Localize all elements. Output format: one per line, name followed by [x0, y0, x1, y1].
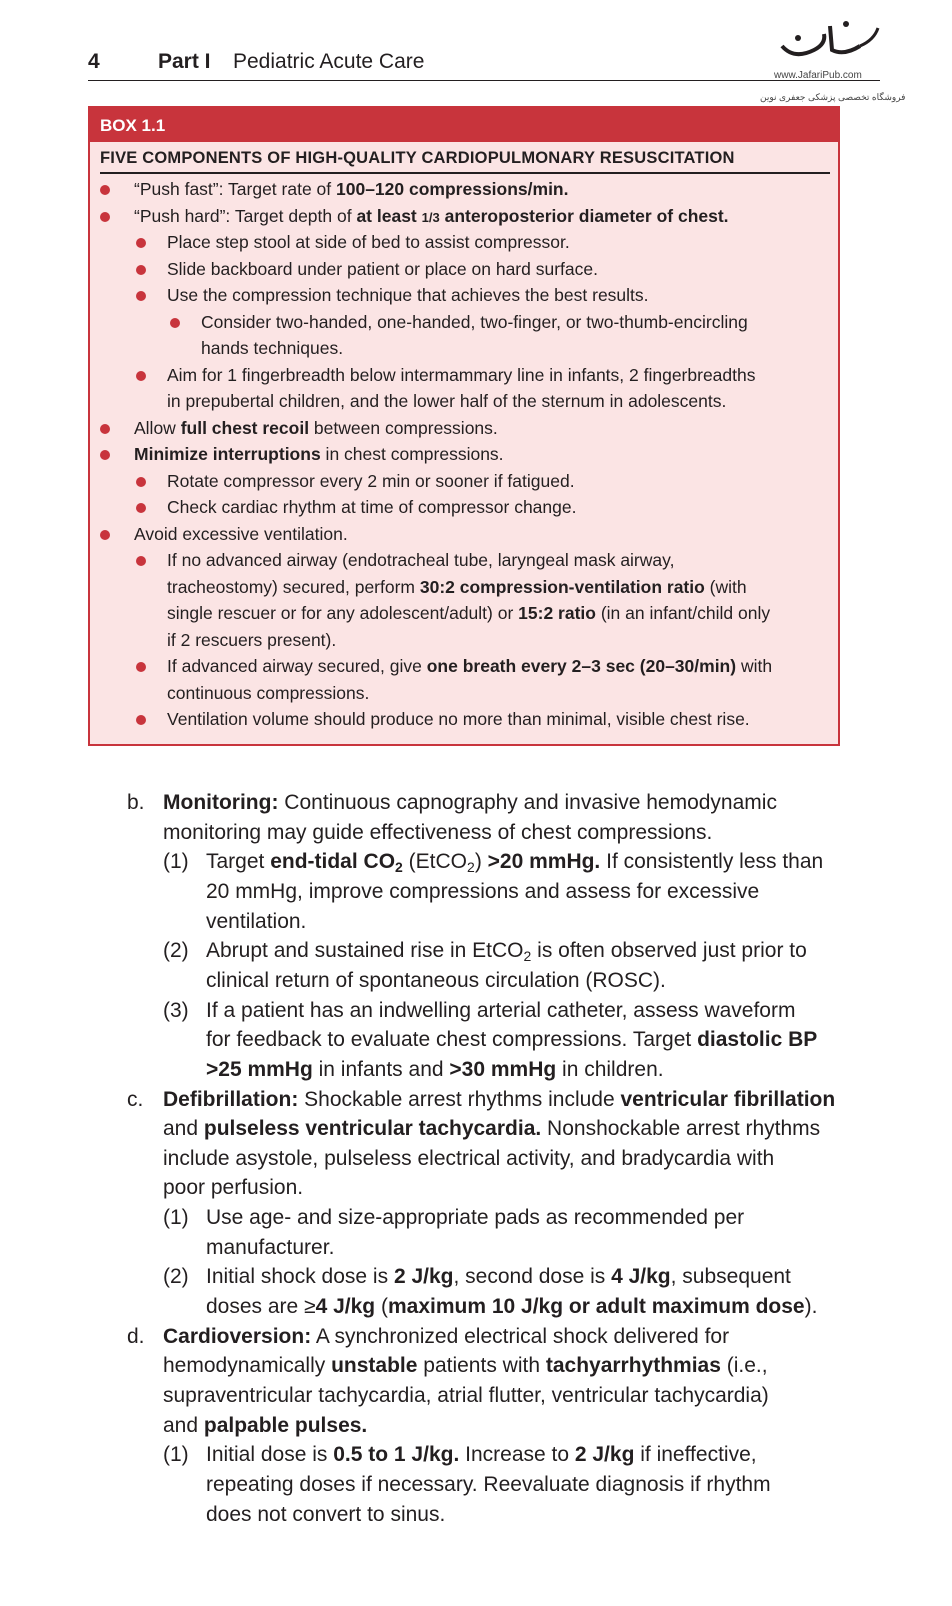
text-run: , second dose is — [453, 1265, 612, 1289]
body-text-line — [206, 1262, 791, 1291]
text-run: Target — [206, 850, 271, 874]
body-text-line — [206, 847, 823, 876]
list-label: (1) — [163, 850, 189, 874]
bullet-icon — [136, 265, 146, 275]
bullet-icon — [136, 715, 146, 725]
body-text-line — [163, 1351, 768, 1380]
body-text-line — [206, 1203, 744, 1232]
bold-text: diastolic BP — [697, 1028, 818, 1052]
box-list-line — [167, 547, 674, 573]
text-run: A synchronized electrical shock delivered for — [311, 1324, 730, 1348]
bold-text: end-tidal CO — [270, 850, 396, 874]
body-text-line — [163, 1085, 835, 1114]
bold-text: ventricular fibrillation — [620, 1087, 836, 1111]
bullet-icon — [100, 424, 110, 434]
text-run: 2 — [467, 859, 475, 876]
text-run: , subsequent — [670, 1265, 791, 1289]
box-list-line — [167, 282, 649, 308]
bold-text: 4 J/kg — [611, 1265, 671, 1289]
text-run: Rotate compressor every 2 min or sooner if fatigued. — [167, 470, 575, 491]
bold-text: unstable — [331, 1354, 418, 1378]
bullet-icon — [100, 450, 110, 460]
box-list-line — [134, 441, 504, 467]
list-label: (2) — [163, 939, 189, 963]
list-label: d. — [127, 1324, 145, 1348]
list-label: (1) — [163, 1206, 189, 1230]
text-run: is often observed just prior to — [531, 939, 807, 963]
bullet-icon — [170, 318, 180, 328]
text-run: Ventilation volume should produce no more than minimal, visible chest rise. — [167, 709, 750, 729]
text-run: Increase to — [459, 1443, 575, 1467]
body-text-line — [206, 907, 306, 936]
part-label: Part I — [158, 50, 211, 73]
text-run: include asystole, pulseless electrical activity, and bradycardia with — [163, 1146, 775, 1170]
bold-text: 2 — [395, 859, 403, 876]
bold-text: pulseless ventricular tachycardia. — [203, 1117, 542, 1141]
text-run: (with — [704, 576, 747, 597]
bold-text: Defibrillation: — [163, 1087, 299, 1111]
text-run: If a patient has an indwelling arterial catheter, assess waveform — [206, 998, 796, 1022]
text-run: 2 — [523, 948, 532, 965]
bold-text: at least — [356, 205, 422, 226]
text-run: (EtCO — [402, 850, 468, 874]
text-run: If advanced airway secured, give — [167, 656, 427, 676]
text-run: repeating doses if necessary. Reevaluate diagnosis if rhythm — [206, 1472, 771, 1496]
box-title: FIVE COMPONENTS OF HIGH-QUALITY CARDIOPULMONARY RESUSCITATION — [100, 149, 735, 167]
jafari-logo-icon — [774, 16, 884, 64]
bold-text: 2 J/kg — [574, 1443, 635, 1467]
bold-text: 4 J/kg — [315, 1295, 376, 1319]
text-run: for feedback to evaluate chest compressions. Target — [206, 1028, 698, 1052]
bold-text: >20 mmHg. — [487, 850, 601, 874]
text-run: (i.e., — [720, 1354, 768, 1378]
box-list-line — [167, 653, 772, 679]
box-list-line — [167, 706, 750, 732]
text-run: single rescuer or for any adolescent/adult) or — [167, 603, 519, 623]
text-run: patients with — [417, 1354, 546, 1378]
text-run: ventilation. — [206, 909, 307, 933]
box-list-line — [134, 521, 348, 547]
bold-text: 30:2 compression-ventilation ratio — [419, 576, 705, 597]
body-text-line — [163, 788, 777, 817]
body-text-line — [163, 1322, 729, 1351]
text-run: manufacturer. — [206, 1235, 335, 1259]
text-run: with — [736, 656, 773, 676]
bullet-icon — [136, 662, 146, 672]
body-text-line — [206, 1470, 771, 1499]
text-run: Allow — [134, 417, 181, 438]
bold-text: Monitoring: — [163, 791, 279, 814]
body-text-line — [163, 1144, 774, 1173]
text-run: Nonshockable arrest rhythms — [541, 1117, 821, 1141]
bullet-icon — [136, 556, 146, 566]
text-run: Initial dose is — [206, 1443, 334, 1467]
box-list-line — [201, 309, 748, 335]
box-list-line — [167, 600, 770, 626]
box-1-1 — [88, 106, 840, 746]
part-title: Pediatric Acute Care — [233, 50, 425, 73]
bullet-icon — [136, 291, 146, 301]
text-run: poor perfusion. — [163, 1176, 304, 1200]
body-text-line — [206, 996, 795, 1025]
text-run: continuous compressions. — [167, 682, 370, 703]
bullet-icon — [136, 371, 146, 381]
bullet-icon — [100, 185, 110, 195]
body-text-line — [206, 1500, 445, 1529]
text-run: monitoring may guide effectiveness of chest compressions. — [163, 820, 713, 844]
body-text-line — [206, 1440, 757, 1469]
bold-text: tachyarrhythmias — [545, 1354, 721, 1378]
bold-text: 0.5 to 1 J/kg. — [333, 1443, 460, 1467]
text-run: hemodynamically — [163, 1354, 332, 1378]
text-run: ( — [375, 1295, 388, 1319]
body-text-line — [163, 1381, 769, 1410]
box-list-line — [201, 335, 343, 361]
text-run: Slide backboard under patient or place on hard surface. — [167, 258, 598, 279]
text-run: ) — [474, 850, 488, 874]
text-run: Abrupt and sustained rise in EtCO — [206, 939, 524, 963]
text-run: “Push hard”: Target depth of — [134, 205, 357, 226]
bold-text: palpable pulses. — [203, 1413, 368, 1437]
box-list-line — [167, 680, 369, 706]
bold-text: one breath every 2–3 sec (20–30/min) — [426, 656, 737, 676]
text-run: supraventricular tachycardia, atrial flutter, ventricular tachycardia) — [163, 1384, 769, 1407]
text-run: “Push fast”: Target rate of — [134, 179, 336, 199]
box-list-line — [134, 176, 568, 202]
text-run: hands techniques. — [201, 338, 344, 358]
body-text-line — [206, 877, 759, 906]
text-run: Initial shock dose is — [206, 1265, 394, 1289]
text-run: ). — [804, 1295, 818, 1319]
text-run: between compressions. — [309, 417, 498, 438]
bullet-icon — [136, 238, 146, 248]
box-list-line — [167, 229, 570, 255]
bullet-icon — [100, 212, 110, 222]
body-text-line — [163, 1411, 367, 1440]
list-label: (1) — [163, 1443, 189, 1467]
box-list-line — [167, 468, 575, 494]
text-run: Use the compression technique that achieves the best results. — [167, 285, 649, 305]
publisher-logo — [760, 16, 920, 106]
box-list-line — [134, 203, 729, 231]
text-run: (in an infant/child only — [595, 603, 771, 623]
text-run: in chest compressions. — [320, 444, 504, 464]
body-text-line — [163, 1173, 303, 1202]
bold-text: 1/3 — [421, 209, 440, 225]
bold-text: >25 mmHg — [206, 1057, 313, 1081]
text-run: does not convert to sinus. — [206, 1502, 446, 1526]
bullet-icon — [100, 530, 110, 540]
text-run: Place step stool at side of bed to assist compressor. — [167, 232, 570, 252]
text-run: in prepubertal children, and the lower half of the sternum in adolescents. — [167, 391, 727, 411]
bold-text: full chest recoil — [180, 417, 310, 438]
text-run: and — [163, 1413, 204, 1437]
logo-persian-text: فروشگاه تخصصی پزشکی جعفری نوین — [760, 92, 906, 102]
box-list-line — [134, 415, 498, 441]
text-run: Shockable arrest rhythms include — [298, 1087, 621, 1111]
box-title-rule — [100, 172, 830, 174]
text-run: If consistently less than — [600, 850, 824, 874]
box-list-line — [167, 362, 755, 388]
list-label: c. — [127, 1087, 144, 1111]
bold-text: Minimize interruptions — [134, 444, 321, 464]
text-run: 20 mmHg, improve compressions and assess for excessive — [206, 879, 760, 903]
text-run: in infants and — [312, 1057, 450, 1081]
list-label: (3) — [163, 998, 189, 1022]
text-run: Continuous capnography and invasive hemodynamic — [278, 791, 777, 814]
box-label: BOX 1.1 — [100, 116, 166, 135]
text-run: Avoid excessive ventilation. — [134, 523, 348, 544]
bold-text: 15:2 ratio — [518, 603, 596, 623]
box-list-line — [167, 494, 576, 520]
logo-url: www.JafariPub.com — [774, 70, 862, 81]
bold-text: 2 J/kg — [393, 1265, 454, 1289]
text-run: doses are ≥ — [206, 1295, 316, 1319]
bold-text: maximum 10 J/kg or adult maximum dose — [387, 1295, 805, 1319]
box-list-line — [167, 627, 336, 653]
bold-text: Cardioversion: — [163, 1324, 312, 1348]
page-number: 4 — [88, 50, 100, 73]
text-run: if ineffective, — [634, 1443, 757, 1467]
list-label: b. — [127, 791, 145, 814]
text-run: if 2 rescuers present). — [167, 629, 337, 650]
text-run: Consider two-handed, one-handed, two-finger, or two-thumb-encircling — [201, 311, 748, 332]
text-run: and — [163, 1117, 204, 1141]
text-run: If no advanced airway (endotracheal tube, laryngeal mask airway, — [167, 550, 675, 570]
body-text-line — [206, 936, 807, 965]
box-label-bar — [90, 108, 838, 142]
bullet-icon — [136, 503, 146, 513]
list-label: (2) — [163, 1265, 189, 1289]
text-run: Use age- and size-appropriate pads as recommended per — [206, 1206, 745, 1230]
body-text-line — [163, 1114, 820, 1143]
text-run: Aim for 1 fingerbreadth below intermammary line in infants, 2 fingerbreadths — [167, 364, 756, 385]
box-list-line — [167, 388, 726, 414]
box-list-line — [167, 256, 598, 282]
text-run: clinical return of spontaneous circulation (ROSC). — [206, 968, 666, 992]
box-list-line — [167, 574, 747, 600]
body-text-line — [163, 818, 712, 847]
text-run: Check cardiac rhythm at time of compressor change. — [167, 497, 577, 517]
bold-text: >30 mmHg — [449, 1057, 557, 1081]
bullet-icon — [136, 477, 146, 487]
body-text-line — [206, 1055, 664, 1084]
bold-text: anteroposterior diameter of chest. — [439, 205, 729, 226]
text-run: in children. — [556, 1057, 664, 1081]
body-text-line — [206, 1233, 334, 1262]
body-text-line — [206, 966, 666, 995]
body-text-line — [206, 1292, 817, 1321]
bold-text: 100–120 compressions/min. — [336, 179, 569, 199]
body-text-line — [206, 1025, 817, 1054]
text-run: tracheostomy) secured, perform — [167, 576, 420, 597]
